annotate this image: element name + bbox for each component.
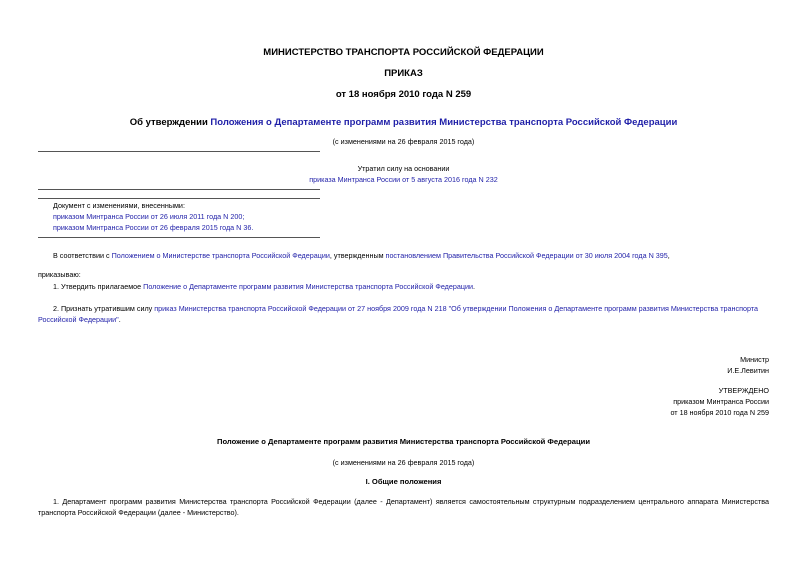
preamble-link-2[interactable]: постановлением Правительства Российской Федерации от 30 июля 2004 года N 395 <box>385 251 668 260</box>
approval-order: приказом Минтранса России <box>673 397 769 406</box>
paragraph-1-cont: транспорта Российской Федерации (далее - Министерство). <box>38 508 239 517</box>
regulation-amendments: (с изменениями на 26 февраля 2015 года) <box>332 458 475 467</box>
change-link-1[interactable]: приказом Минтранса России от 26 июля 2011 года N 200; <box>53 212 245 221</box>
order-word: приказываю: <box>38 270 81 279</box>
item-2 <box>53 304 758 313</box>
regulation-title: Положение о Департаменте программ развития Министерства транспорта Российской Федерации <box>217 437 590 446</box>
item-2-cont <box>38 315 121 324</box>
title-link[interactable]: Положения о Департаменте программ развития Министерства транспорта Российской Федерации <box>210 117 678 128</box>
preamble-text: , утвержденным <box>329 251 386 260</box>
document-title <box>0 117 807 128</box>
preamble-text: В соответствии с <box>53 251 112 260</box>
amendments-note: (с изменениями на 26 февраля 2015 года) <box>332 137 475 146</box>
document-type: ПРИКАЗ <box>384 68 423 79</box>
ministry-name: МИНИСТЕРСТВО ТРАНСПОРТА РОССИЙСКОЙ ФЕДЕРАЦИИ <box>263 47 544 58</box>
changes-label: Документ с изменениями, внесенными: <box>53 201 185 210</box>
item-1-text: 1. Утвердить прилагаемое <box>53 282 144 291</box>
preamble-link-1[interactable]: Положением о Министерстве транспорта Российской Федерации <box>111 251 330 260</box>
divider <box>38 198 320 199</box>
document-date: от 18 ноября 2010 года N 259 <box>335 89 472 100</box>
signature-position: Министр <box>740 355 769 364</box>
item-2-text: 2. Признать утратившим силу <box>53 304 155 313</box>
title-prefix: Об утверждении <box>129 117 211 128</box>
section-heading: I. Общие положения <box>365 477 442 486</box>
divider <box>38 151 320 152</box>
change-link-2[interactable]: приказом Минтранса России от 26 февраля 2015 года N 36. <box>53 223 254 232</box>
item-1-end: . <box>473 282 476 291</box>
item-1 <box>53 282 475 291</box>
preamble-text: , <box>667 251 670 260</box>
lapsed-link[interactable]: приказа Минтранса России от 5 августа 2016 года N 232 <box>309 175 498 184</box>
paragraph-1: 1. Департамент программ развития Министерства транспорта Российской Федерации (далее - Департамент) является самостоятельным структурным подразделением центрального аппарата Министерства <box>53 497 769 506</box>
item-2-link-cont[interactable]: Российской Федерации" <box>38 315 119 324</box>
item-2-end: . <box>118 315 121 324</box>
approval-stamp: УТВЕРЖДЕНО <box>718 386 769 395</box>
divider <box>38 189 320 190</box>
lapsed-note: Утратил силу на основании <box>357 164 450 173</box>
signature-name: И.Е.Левитин <box>727 366 769 375</box>
item-2-link[interactable]: приказ Министерства транспорта Российской Федерации от 27 ноября 2009 года N 218 "Об утверждении Положения о Департаменте программ развития Министерства транспорта <box>154 304 759 313</box>
preamble <box>53 251 670 260</box>
divider <box>38 237 320 238</box>
approval-date: от 18 ноября 2010 года N 259 <box>670 408 769 417</box>
item-1-link[interactable]: Положение о Департаменте программ развития Министерства транспорта Российской Федерации <box>143 282 474 291</box>
